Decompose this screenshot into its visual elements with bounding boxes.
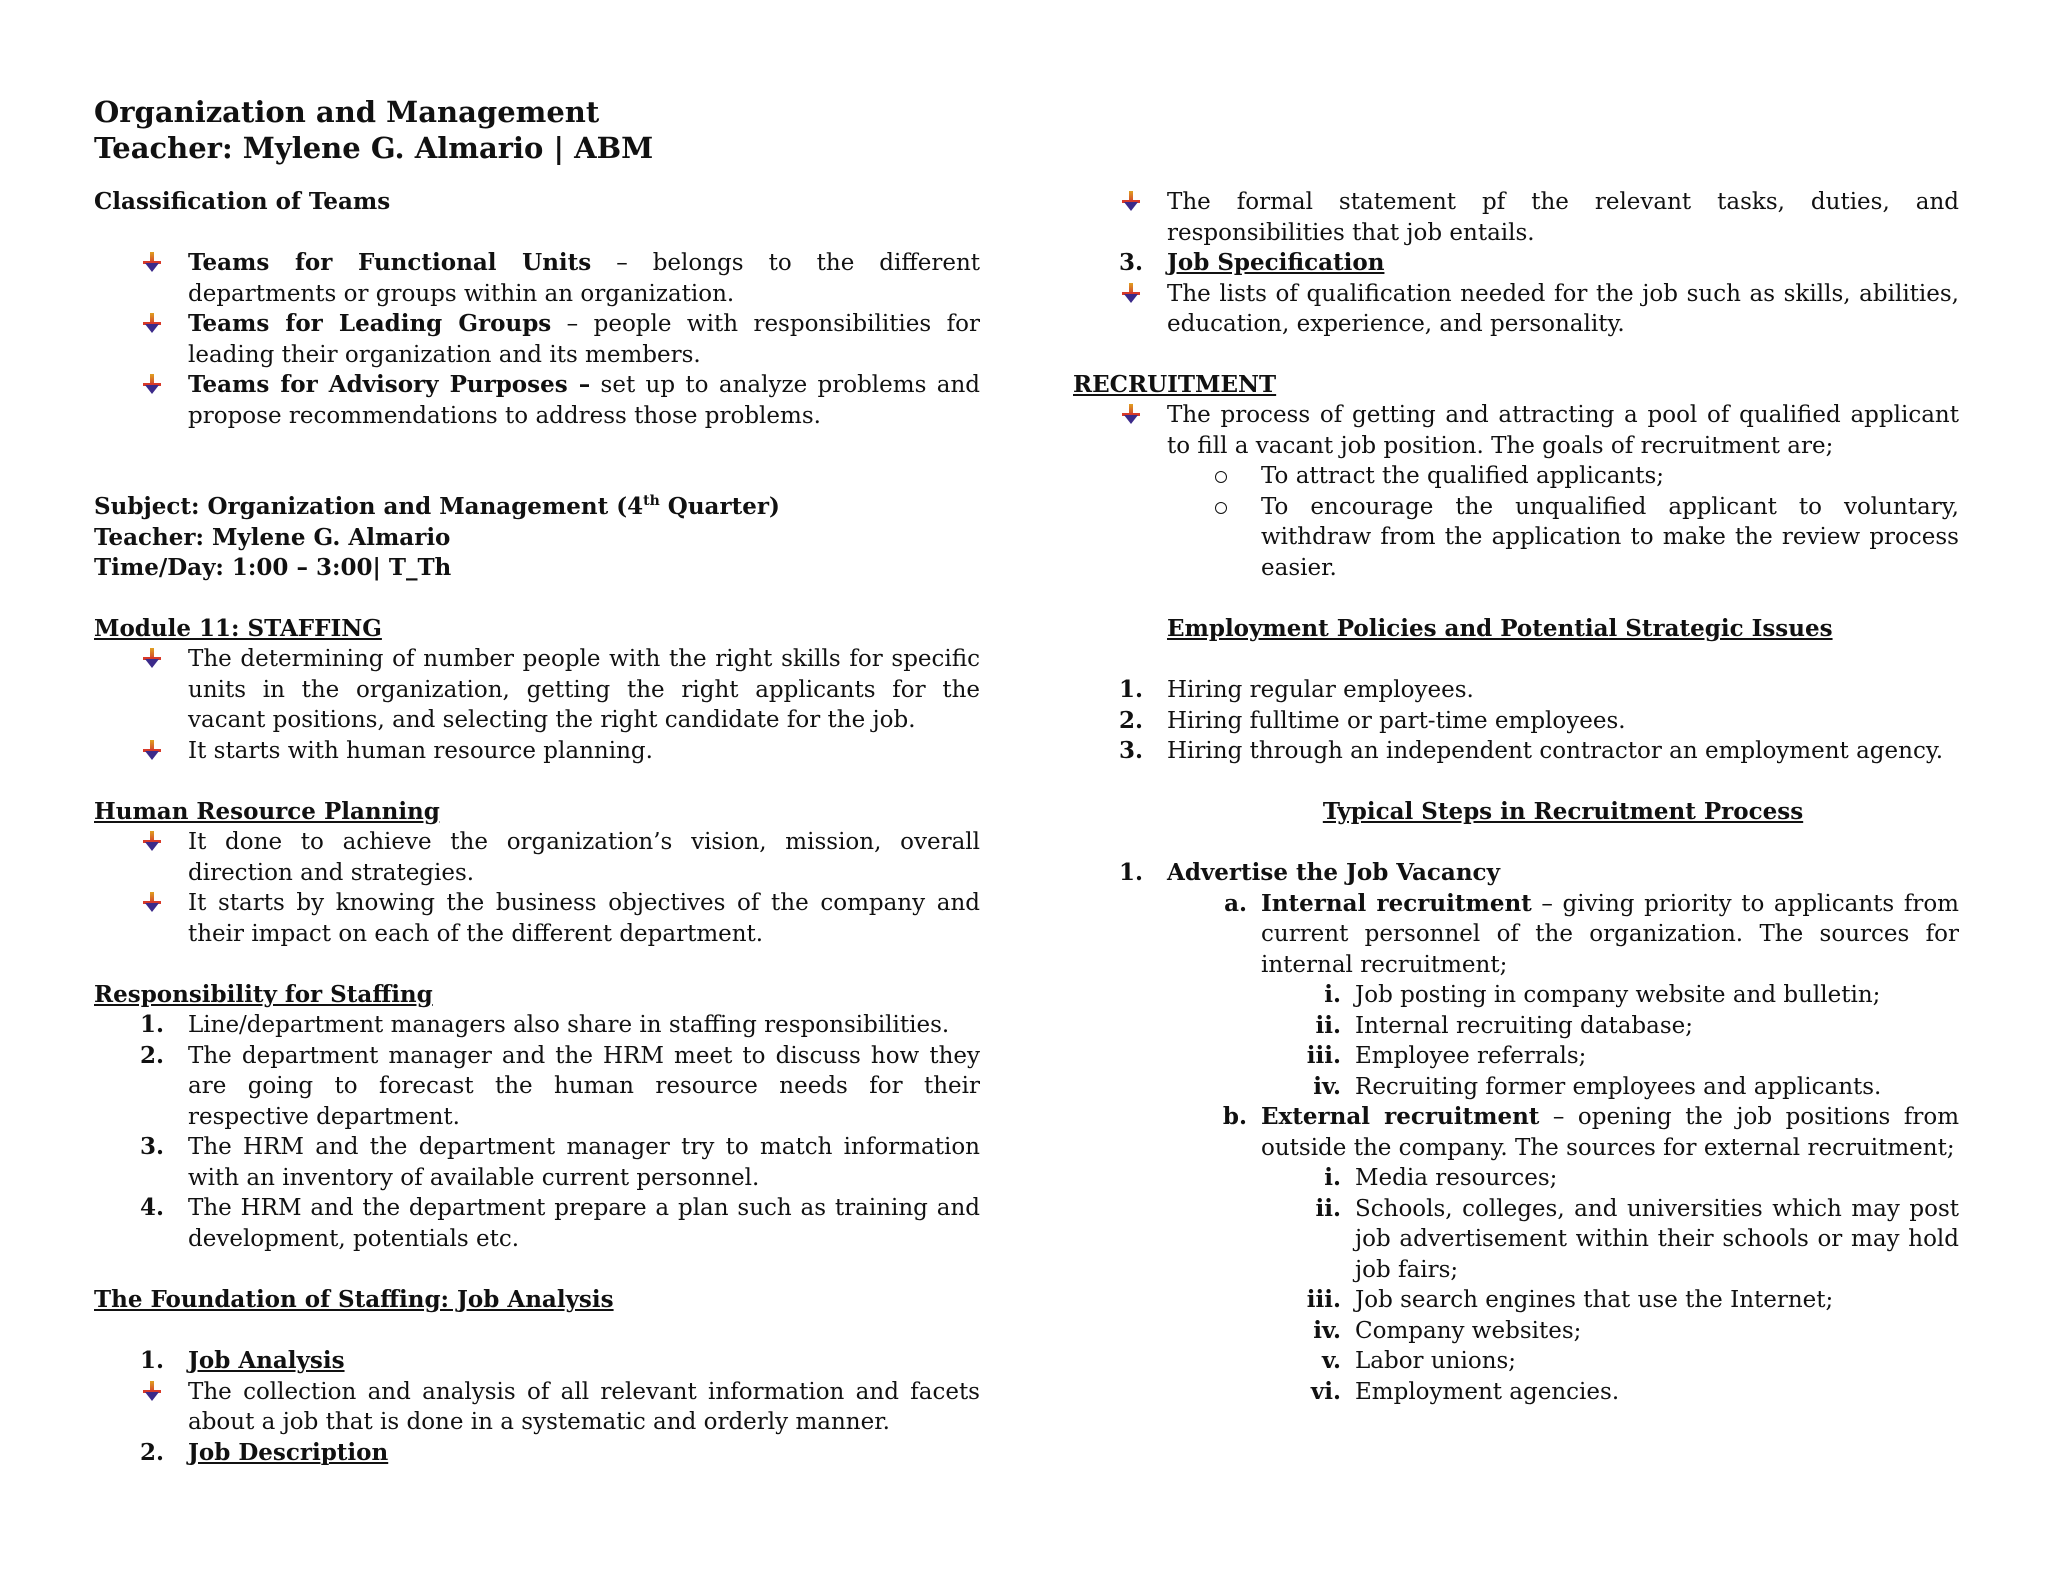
team-type: Teams for Advisory Purposes –	[188, 371, 591, 398]
list-item: It starts with human resource planning.	[94, 736, 980, 767]
step-title: Advertise the Job Vacancy	[1167, 859, 1500, 886]
policies-heading: Employment Policies and Potential Strategic Issues	[1167, 615, 1833, 642]
circle-bullet-icon	[1215, 461, 1227, 492]
arrow-bullet-icon	[142, 831, 162, 851]
list-item: 2. The department manager and the HRM meet to discuss how they are going to forecast the human resource needs for their respective department.	[139, 1041, 980, 1130]
arrow-bullet-icon	[142, 648, 162, 668]
list-item: iv. Company websites;	[1313, 1316, 1582, 1344]
list-item	[94, 370, 980, 431]
list-item: 3. Job Specification	[1118, 249, 1385, 276]
title-line-1: Organization and Management	[94, 95, 600, 129]
team-description: set up to analyze problems and propose recommendations to address those problems.	[188, 372, 980, 429]
title-line-2: Teacher: Mylene G. Almario | ABM	[94, 131, 654, 165]
arrow-bullet-icon	[142, 1381, 162, 1401]
list-item: It starts by knowing the business objectives of the company and their impact on each of the different department.	[94, 888, 980, 949]
recruitment-heading: RECRUITMENT	[1073, 371, 1277, 398]
teacher-line: Teacher: Mylene G. Almario	[94, 523, 451, 551]
foundation-list	[94, 1346, 980, 1468]
list-item: The determining of number people with the right skills for specific units in the organization, getting the right applicants for the vacant positions, and selecting the right candidate for the job.	[94, 644, 980, 736]
list-item: 3. Hiring through an independent contractor an employment agency.	[1118, 737, 1944, 764]
list-item: 3. The HRM and the department manager try to match information with an inventory of available current personnel.	[139, 1133, 980, 1191]
team-description: – belongs to the different departments or groups within an organization.	[188, 250, 980, 307]
arrow-bullet-icon	[142, 892, 162, 912]
list-item: 1. Hiring regular employees.	[1118, 676, 1474, 703]
list-item: 2. Job Description	[139, 1438, 389, 1466]
list-item: a. Internal recruitment – giving priority to applicants from current personnel of the organization. The sources for internal recruitment;	[1224, 889, 1959, 978]
time-day-line: Time/Day: 1:00 – 3:00| T_Th	[94, 554, 452, 581]
document-title	[94, 94, 1094, 166]
teams-list	[94, 248, 980, 431]
list-item: The process of getting and attracting a pool of qualified applicant to fill a vacant job position. The goals of recruitment are;	[1073, 400, 1959, 461]
module-heading: Module 11: STAFFING	[94, 615, 382, 642]
list-item: v. Labor unions;	[1321, 1347, 1517, 1374]
arrow-bullet-icon	[142, 252, 162, 272]
job-description-block	[1073, 187, 1959, 340]
steps-list	[1073, 858, 1959, 1407]
list-item: iii. Employee referrals;	[1306, 1042, 1587, 1069]
list-item: vi. Employment agencies.	[1310, 1377, 1620, 1405]
list-item: b. External recruitment – opening the job positions from outside the company. The sources for external recruitment;	[1222, 1103, 1960, 1161]
policies-list	[1073, 675, 1959, 767]
hrp-list	[94, 827, 980, 949]
steps-heading: Typical Steps in Recruitment Process	[1322, 798, 1804, 825]
list-item: iv. Recruiting former employees and applicants.	[1313, 1072, 1882, 1100]
arrow-bullet-icon	[1121, 191, 1141, 211]
list-item: 1. Line/department managers also share in staffing responsibilities.	[139, 1011, 950, 1038]
subject-info	[94, 492, 980, 584]
list-item	[94, 309, 980, 370]
module-list	[94, 644, 980, 766]
responsibility-heading: Responsibility for Staffing	[94, 981, 433, 1008]
list-item	[94, 248, 980, 309]
arrow-bullet-icon	[142, 313, 162, 333]
arrow-bullet-icon	[142, 740, 162, 760]
subject-line: Subject: Organization and Management (4th Quarter)	[94, 493, 780, 520]
list-item: To encourage the unqualified applicant to voluntary, withdraw from the application to make the review process easier.	[1073, 492, 1959, 584]
list-item: iii. Job search engines that use the Internet;	[1306, 1286, 1834, 1313]
list-item: To attract the qualified applicants;	[1073, 461, 1959, 492]
team-description: – people with responsibilities for leading their organization and its members.	[188, 311, 980, 368]
list-item: 1. Advertise the Job Vacancy	[1118, 859, 1500, 886]
list-item: 1. Job Analysis	[139, 1347, 345, 1374]
list-item: 2. Hiring fulltime or part-time employees.	[1118, 706, 1626, 734]
list-item: ii. Internal recruiting database;	[1315, 1011, 1694, 1039]
arrow-bullet-icon	[142, 374, 162, 394]
arrow-bullet-icon	[1121, 283, 1141, 303]
hrp-heading: Human Resource Planning	[94, 798, 440, 825]
team-type: Teams for Functional Units	[188, 249, 592, 276]
job-description-title: Job Description	[188, 1438, 389, 1466]
list-item: 4. The HRM and the department prepare a plan such as training and development, potentials etc.	[139, 1194, 980, 1252]
list-item: i. Job posting in company website and bulletin;	[1324, 981, 1881, 1008]
job-analysis-title: Job Analysis	[188, 1347, 345, 1374]
list-item: It done to achieve the organization’s vision, mission, overall direction and strategies.	[94, 827, 980, 888]
list-item: The collection and analysis of all relevant information and facets about a job that is done in a systematic and orderly manner.	[94, 1377, 980, 1438]
job-spec-title: Job Specification	[1167, 249, 1385, 276]
foundation-heading: The Foundation of Staffing: Job Analysis	[94, 1286, 614, 1313]
list-item: The lists of qualification needed for the job such as skills, abilities, education, experience, and personality.	[1073, 279, 1959, 340]
responsibility-list	[94, 1010, 980, 1254]
arrow-bullet-icon	[1121, 404, 1141, 424]
list-item: ii. Schools, colleges, and universities which may post job advertisement within their schools or may hold job fairs;	[1315, 1194, 1959, 1283]
recruitment-block	[1073, 400, 1959, 583]
list-item: The formal statement pf the relevant tasks, duties, and responsibilities that job entails.	[1073, 187, 1959, 248]
circle-bullet-icon	[1215, 492, 1227, 523]
team-type: Teams for Leading Groups	[188, 310, 552, 337]
classification-heading: Classification of Teams	[94, 188, 391, 215]
list-item: i. Media resources;	[1324, 1164, 1558, 1191]
